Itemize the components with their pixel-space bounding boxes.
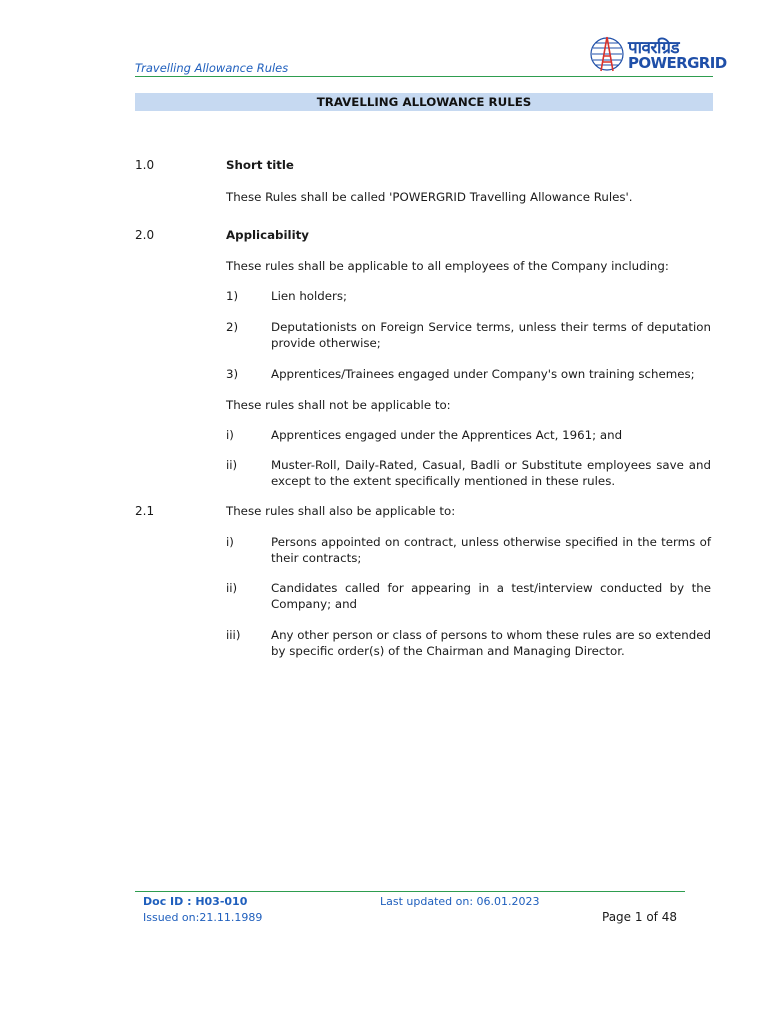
exclusion-intro: These rules shall not be applicable to: — [226, 398, 451, 412]
list-item: Lien holders; — [271, 289, 348, 303]
section-intro: These rules shall also be applicable to: — [226, 504, 456, 518]
list-marker: i) — [226, 535, 234, 549]
list-marker: 1) — [226, 289, 239, 303]
section-number: 2.1 — [135, 504, 155, 518]
list-item: Muster-Roll, Daily-Rated, Casual, Badli or Substitute employees save and except to the extent specifically mentioned in these rules. — [271, 458, 711, 488]
list-item: Persons appointed on contract, unless otherwise specified in the terms of their contracts; — [271, 535, 711, 565]
footer-doc-id: Doc ID : H03-010 — [143, 895, 248, 908]
powergrid-logo — [588, 34, 727, 76]
logo-english-wordmark: POWERGRID — [628, 54, 727, 72]
section-number: 2.0 — [135, 228, 155, 242]
tower-globe-icon — [590, 34, 624, 74]
list-marker: 2) — [226, 320, 239, 334]
list-item: Deputationists on Foreign Service terms, unless their terms of deputation provide otherwise; — [271, 320, 711, 350]
list-marker: ii) — [226, 458, 238, 472]
section-intro: These rules shall be applicable to all employees of the Company including: — [226, 259, 669, 273]
page-number: Page 1 of 48 — [602, 910, 677, 924]
running-header-title: Travelling Allowance Rules — [135, 61, 289, 75]
list-marker: iii) — [226, 628, 241, 642]
footer-divider — [135, 891, 685, 892]
footer-last-updated: Last updated on: 06.01.2023 — [380, 895, 540, 908]
list-item: Apprentices/Trainees engaged under Company's own training schemes; — [271, 367, 695, 381]
list-marker: ii) — [226, 581, 238, 595]
list-marker: i) — [226, 428, 234, 442]
section-heading: Applicability — [226, 228, 309, 242]
logo-hindi-wordmark: पावरग्रिड — [628, 38, 680, 58]
section-text: These Rules shall be called 'POWERGRID Travelling Allowance Rules'. — [226, 190, 633, 204]
list-item: Any other person or class of persons to whom these rules are so extended by specific order(s) of the Chairman and Managing Director. — [271, 628, 711, 658]
list-item: Candidates called for appearing in a test/interview conducted by the Company; and — [271, 581, 711, 611]
header-divider — [135, 76, 713, 77]
document-title: TRAVELLING ALLOWANCE RULES — [135, 93, 713, 111]
section-heading: Short title — [226, 158, 294, 172]
list-marker: 3) — [226, 367, 239, 381]
footer-issued-date: Issued on:21.11.1989 — [143, 911, 263, 924]
section-number: 1.0 — [135, 158, 155, 172]
list-item: Apprentices engaged under the Apprentices Act, 1961; and — [271, 428, 623, 442]
